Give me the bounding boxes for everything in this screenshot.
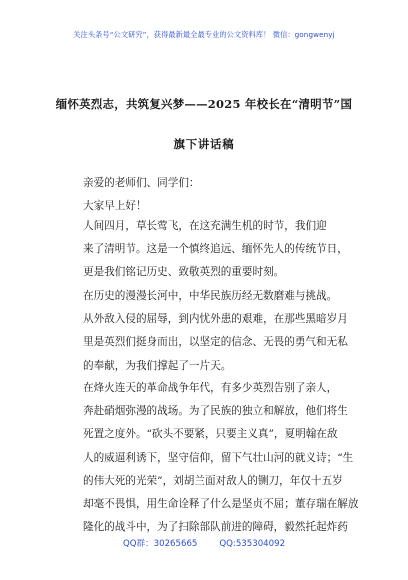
paragraph-line: 在烽火连天的革命战争年代，有多少英烈告别了亲人， <box>83 382 338 394</box>
page-title-continued: 旗下讲话稿 <box>173 137 235 151</box>
paragraph-line: 却毫不畏惧，用生命诠释了什么是坚贞不屈；董存瑞在解放 <box>83 498 359 511</box>
paragraph-line: 人的威逼利诱下，坚守信仰，留下气壮山河的就义诗；“生 <box>83 451 354 464</box>
footer-contact <box>0 537 408 549</box>
paragraph-2 <box>83 285 363 378</box>
paragraph-line: 人间四月，草长莺飞，在这充满生机的时节，我们迎 <box>83 220 327 232</box>
paragraph-line: 来了清明节。这是一个慎终追远、缅怀先人的传统节日， <box>83 243 348 256</box>
paragraph-line: 里是英烈们挺身而出，以坚定的信念、无畏的勇气和无私 <box>83 336 348 349</box>
paragraph-line: 死置之度外。“砍头不要紧，只要主义真”，夏明翰在敌 <box>83 428 338 441</box>
paragraph-line: 的伟大死的光荣”，刘胡兰面对敌人的铡刀，年仅十五岁 <box>83 474 343 487</box>
paragraph-line: 从外敌入侵的屈辱，到内忧外患的艰难，在那些黑暗岁月 <box>83 313 348 326</box>
paragraph-line: 奔赴硝烟弥漫的战场。为了民族的独立和解放，他们将生 <box>83 405 348 418</box>
qq-text: QQ:535304092 <box>219 539 286 549</box>
paragraph-line: 隆化的战斗中，为了扫除部队前进的障碍，毅然托起炸药 <box>83 521 348 534</box>
salutation: 大家早上好！ <box>83 200 147 212</box>
page-title: 缅怀英烈志，共筑复兴梦——2025 年校长在“清明节”国 <box>55 97 353 111</box>
header-banner: 关注头条号“公文研究”，获得最新最全最专业的公文资料库！ 微信：gongwenyj <box>73 30 335 39</box>
paragraph-line: 更是我们铭记历史、致敬英烈的重要时刻。 <box>83 266 285 279</box>
paragraph-line: 的奉献，为我们撑起了一片天。 <box>83 359 232 372</box>
paragraph-3 <box>83 377 363 539</box>
qq-group-text: QQ群：30265665 <box>122 539 198 549</box>
paragraph-1 <box>83 215 363 285</box>
greeting: 亲爱的老师们、同学们： <box>83 177 200 189</box>
paragraph-line: 在历史的漫漫长河中，中华民族历经无数磨难与挑战。 <box>83 290 338 302</box>
